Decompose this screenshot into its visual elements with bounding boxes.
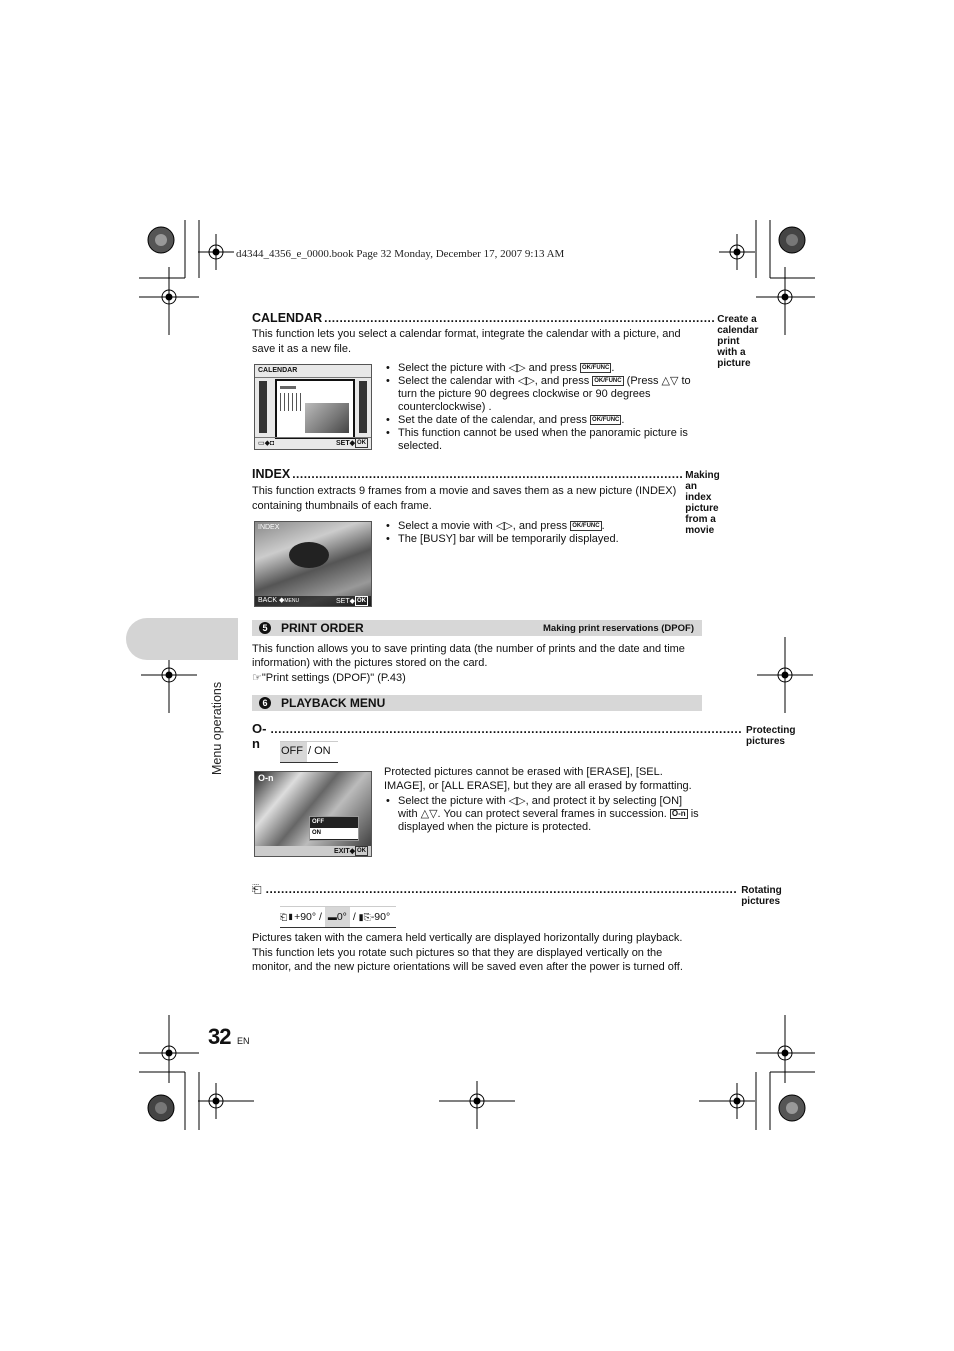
arrow-lr-icon: ◁▷ bbox=[508, 795, 526, 807]
ok-func-icon: OK/FUNC bbox=[594, 378, 622, 385]
list-item: • Select the calendar with ◁▷, and press OK/FUNC (Press △▽ to turn the picture 90 degrees clockwise or 90 degrees counterclockwise) . bbox=[384, 375, 702, 414]
option-on: / ON bbox=[308, 745, 331, 757]
leader-dots: ........................................................................................................................... bbox=[265, 882, 738, 896]
index-subtitle: Making an index picture from a movie bbox=[685, 470, 720, 536]
page-number-block bbox=[208, 1024, 249, 1050]
ok-icon: OK bbox=[357, 848, 366, 854]
list-item: • This function cannot be used when the panoramic picture is selected. bbox=[384, 427, 702, 453]
rotate-heading bbox=[252, 882, 782, 907]
index-steps bbox=[384, 520, 702, 546]
side-tab-label: Menu operations bbox=[210, 681, 224, 775]
calendar-title: CALENDAR bbox=[252, 311, 323, 325]
rotate-minus90-icon: ▮⎘ bbox=[358, 912, 371, 922]
calendar-screen-title: CALENDAR bbox=[258, 367, 298, 374]
page-number: 32 bbox=[208, 1024, 231, 1049]
calendar-intro: This function lets you select a calendar format, integrate the calendar with a picture, and save it as a new file. bbox=[252, 328, 681, 355]
reference-icon: ☞ bbox=[252, 672, 262, 684]
menu-icon: MENU bbox=[284, 598, 300, 604]
index-intro: This function extracts 9 frames from a movie and saves them as a new picture (INDEX) containing thumbnails of each frame. bbox=[252, 485, 677, 512]
index-screen: INDEX BACK ◆MENU SET◆ OK bbox=[254, 521, 372, 607]
print-order-ref: ☞"Print settings (DPOF)" (P.43) bbox=[252, 672, 406, 684]
calendar-subtitle: Create a calendar print with a picture bbox=[717, 314, 759, 369]
leader-dots: ...................................................................................................... bbox=[324, 311, 716, 325]
key-icon: O-n bbox=[258, 773, 274, 783]
ok-func-icon: OK/FUNC bbox=[582, 365, 610, 372]
language-code: EN bbox=[236, 1036, 250, 1046]
option-0: 0° bbox=[336, 911, 347, 923]
index-screen-title: INDEX bbox=[258, 524, 280, 531]
option-minus90: -90° bbox=[370, 911, 391, 923]
protect-subtitle: Protecting pictures bbox=[746, 725, 796, 747]
section-number: 5 bbox=[259, 622, 271, 634]
protect-options bbox=[280, 741, 338, 763]
file-header: d4344_4356_e_0000.book Page 32 Monday, December 17, 2007 9:13 AM bbox=[236, 248, 565, 260]
print-order-title: PRINT ORDER bbox=[281, 621, 364, 635]
list-item: • Set the date of the calendar, and press OK/FUNC . bbox=[384, 414, 702, 427]
option-off: OFF bbox=[280, 742, 307, 762]
rotate-subtitle: Rotating pictures bbox=[741, 885, 782, 907]
arrow-ud-icon: △▽ bbox=[661, 375, 679, 387]
option-plus90: +90° / bbox=[294, 911, 322, 923]
leader-dots: ........................................................................................................................... bbox=[270, 722, 743, 736]
arrow-lr-icon: ◁▷ bbox=[508, 362, 526, 374]
print-order-bar bbox=[252, 620, 702, 636]
ok-icon: OK bbox=[357, 440, 366, 446]
protect-key-icon: O-n bbox=[252, 721, 267, 751]
arrow-ud-icon: △▽ bbox=[420, 808, 438, 820]
arrow-lr-icon: ◁▷ bbox=[517, 375, 535, 387]
protect-steps bbox=[384, 795, 702, 834]
ok-icon: OK bbox=[357, 598, 366, 604]
print-order-text: This function allows you to save printing data (the number of prints and the date and time information) with the pictures stored on the card. bbox=[252, 643, 685, 669]
rotate-options bbox=[280, 906, 396, 928]
protect-icon: O-n bbox=[671, 809, 686, 819]
rotate-0-icon: ▬ bbox=[327, 912, 337, 922]
exit-label: EXIT◆ bbox=[334, 847, 355, 855]
arrow-lr-icon: ◁▷ bbox=[495, 520, 513, 532]
print-order-subtitle: Making print reservations (DPOF) bbox=[543, 623, 694, 634]
index-set-label: SET◆ bbox=[336, 597, 355, 605]
list-item: • The [BUSY] bar will be temporarily displayed. bbox=[384, 533, 702, 546]
calendar-set-label: SET◆ bbox=[336, 439, 355, 447]
menu-option-on: ON bbox=[310, 828, 358, 839]
option-separator: / bbox=[352, 911, 359, 923]
ok-func-icon: OK/FUNC bbox=[572, 523, 600, 530]
rotate-text: Pictures taken with the camera held vertically are displayed horizontally during playback. This function lets you rotate such pictures so that they are displayed vertically on the monitor, and the new picture orientations will be saved even after the power is turned off. bbox=[252, 932, 683, 973]
calendar-screen-footer-left: ▭◆◘ bbox=[258, 440, 275, 447]
protect-screen bbox=[254, 771, 372, 857]
list-item: • Select the picture with ◁▷ and press OK/FUNC . bbox=[384, 362, 702, 375]
calendar-steps bbox=[384, 362, 702, 453]
calendar-screen bbox=[254, 364, 372, 450]
playback-menu-bar bbox=[252, 695, 702, 711]
rotate-plus90-icon: ⎗▮ bbox=[280, 912, 295, 922]
list-item: • Select the picture with ◁▷, and protect it by selecting [ON] with △▽. You can protect several frames in succession. O-n is displayed when the picture is protected. bbox=[384, 795, 702, 834]
index-title: INDEX bbox=[252, 467, 291, 481]
leader-dots: ...................................................................................................... bbox=[292, 467, 684, 481]
rotate-icon: ⎗ bbox=[252, 882, 262, 896]
side-tab bbox=[126, 618, 238, 660]
back-label: BACK bbox=[258, 597, 278, 604]
list-item: • Select a movie with ◁▷, and press OK/FUNC . bbox=[384, 520, 702, 533]
playback-menu-title: PLAYBACK MENU bbox=[281, 696, 386, 710]
section-number: 6 bbox=[259, 697, 271, 709]
menu-option-off: OFF bbox=[312, 819, 324, 825]
protect-text: Protected pictures cannot be erased with [ERASE], [SEL. IMAGE], or [ALL ERASE], but they are all erased by formatting. bbox=[384, 766, 692, 792]
ok-func-icon: OK/FUNC bbox=[592, 417, 620, 424]
